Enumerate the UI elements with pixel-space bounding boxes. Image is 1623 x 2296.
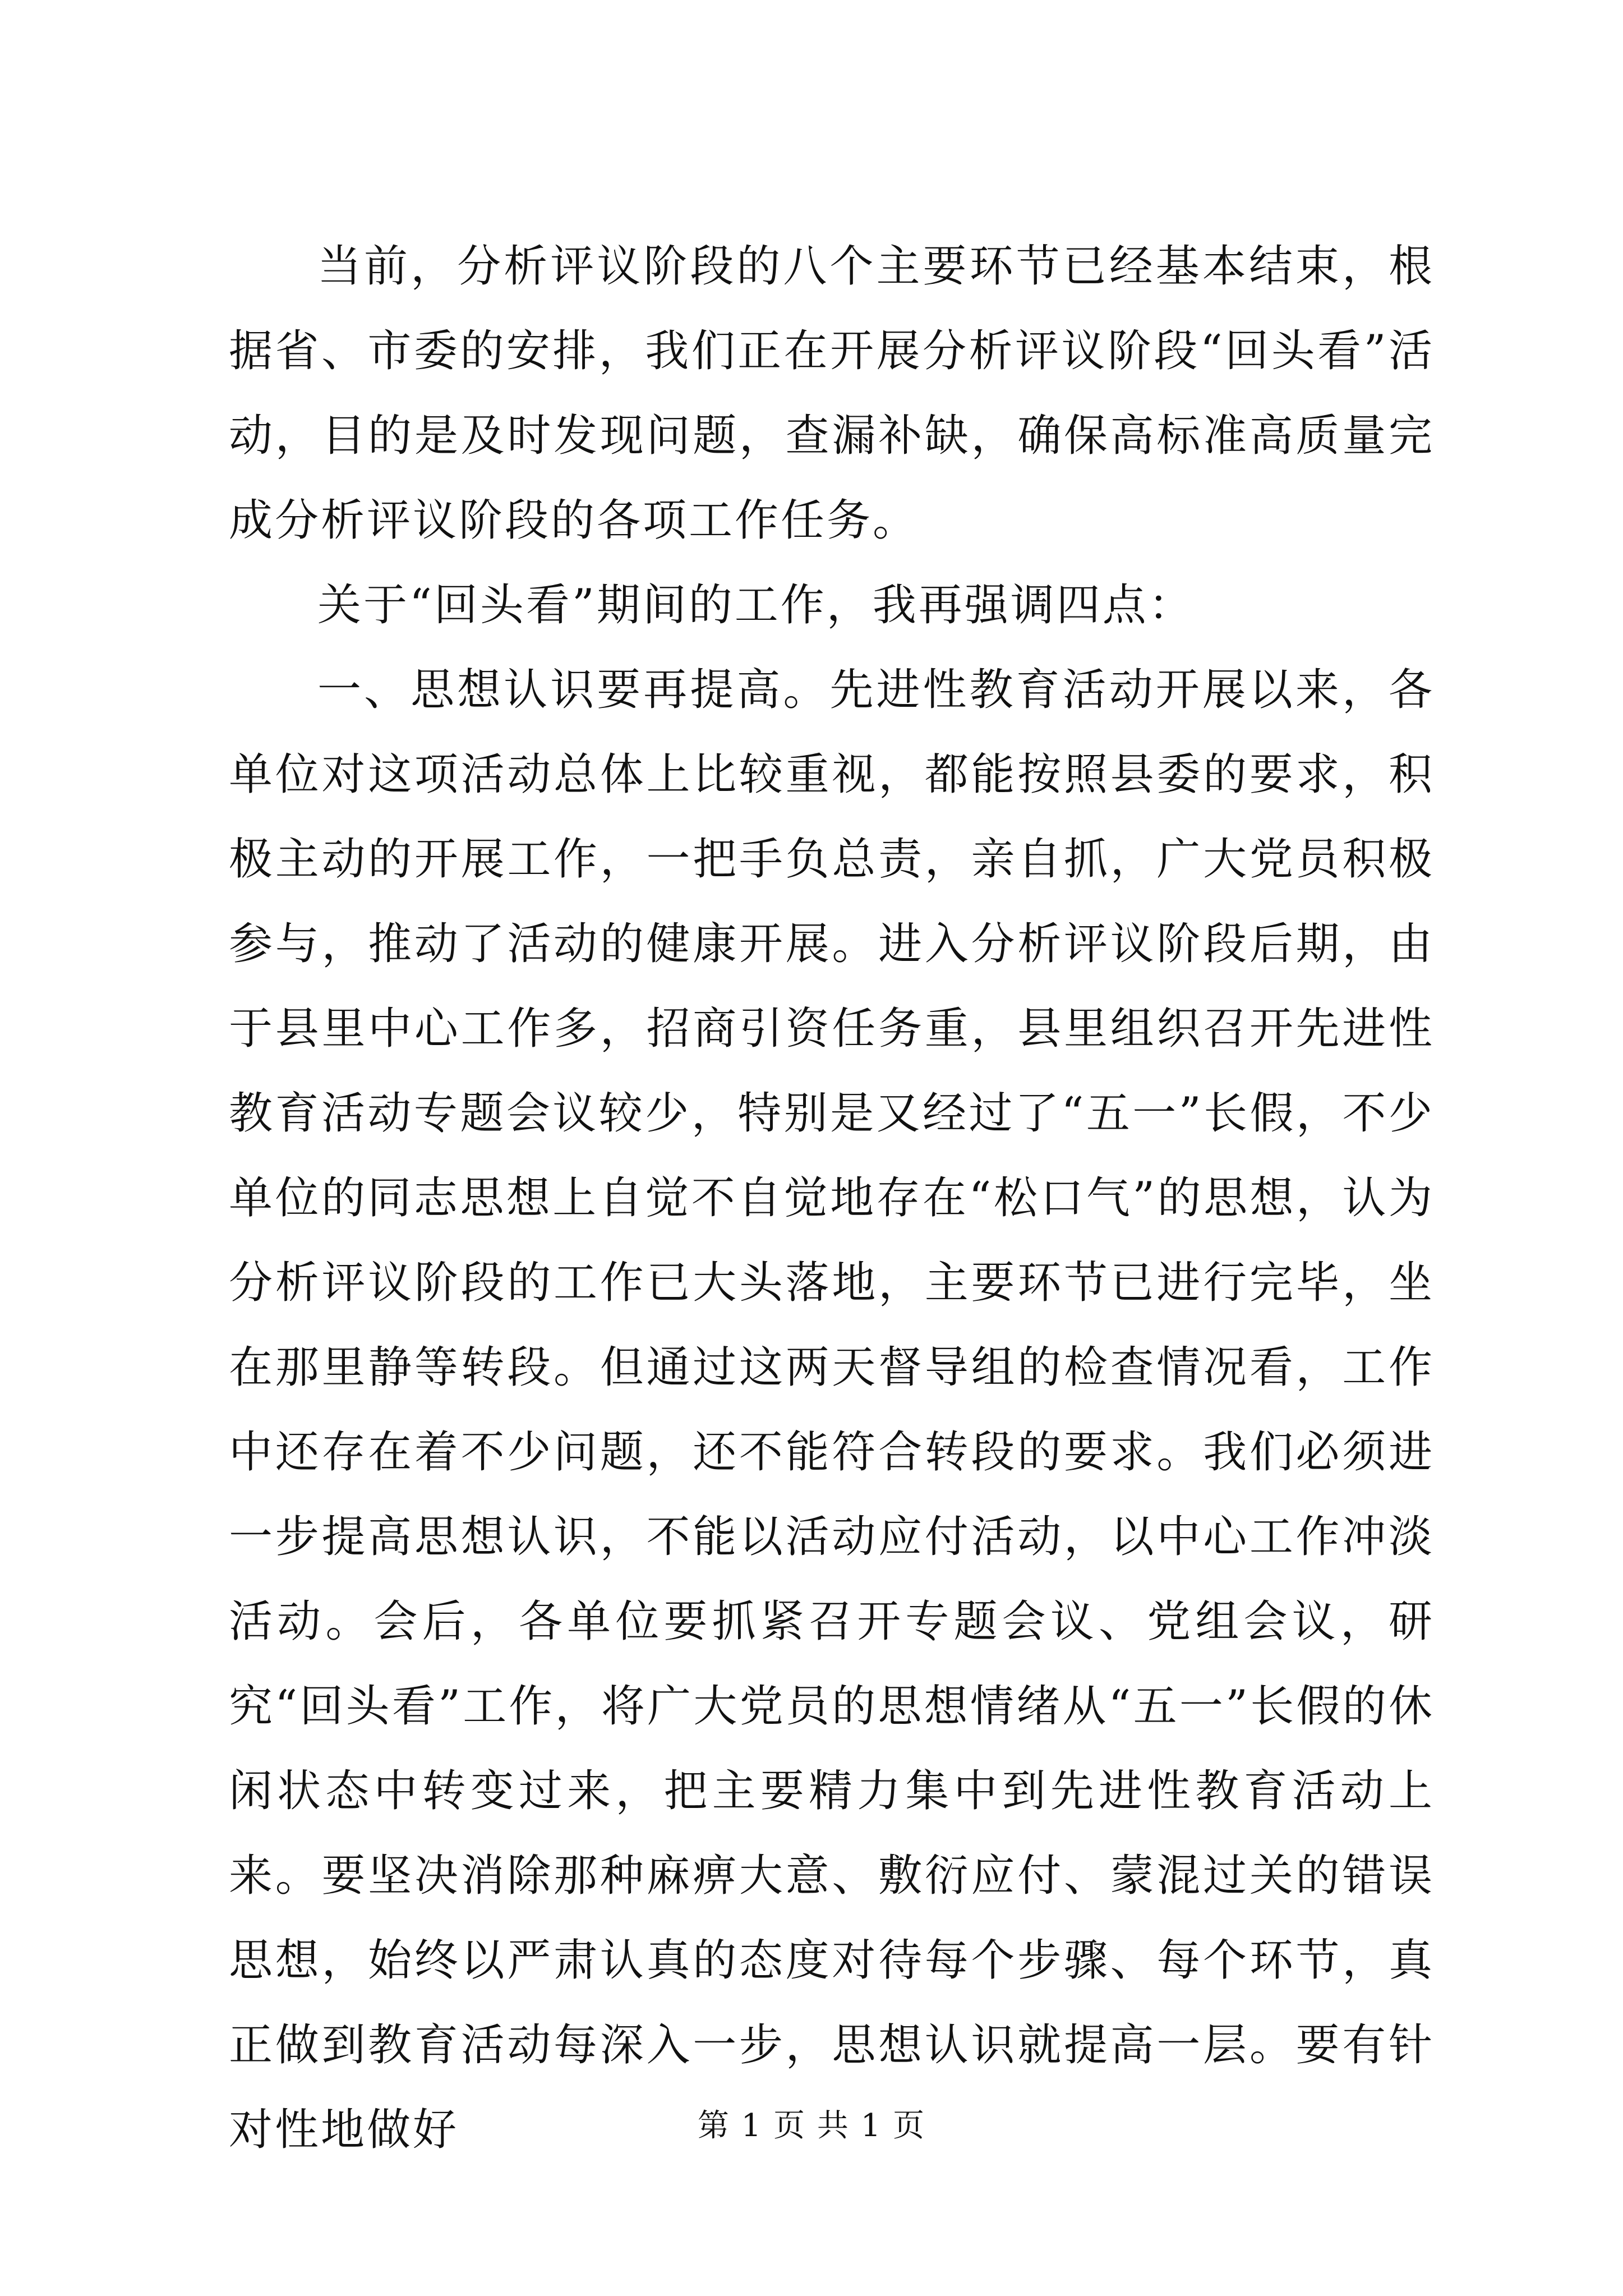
paragraph-intro: 当前，分析评议阶段的八个主要环节已经基本结束，根据省、市委的安排，我们正在开展分析评议阶段“回头看”活动，目的是及时发现问题，查漏补缺，确保高标准高质量完成分析评议阶段的各项工作任务。	[229, 241, 1435, 546]
paragraph-point-one: 一、思想认识要再提高。先进性教育活动开展以来，各单位对这项活动总体上比较重视，都能按照县委的要求，积极主动的开展工作，一把手负总责，亲自抓，广大党员积极参与，推动了活动的健康开展。进入分析评议阶段后期，由于县里中心工作多，招商引资任务重，县里组织召开先进性教育活动专题会议较少，特别是又经过了“五一”长假，不少单位的同志思想上自觉不自觉地存在“松口气”的思想，认为分析评议阶段的工作已大头落地，主要环节已进行完毕，坐在那里静等转段。但通过这两天督导组的检查情况看，工作中还存在着不少问题，还不能符合转段的要求。我们必须进一步提高思想认识，不能以活动应付活动，以中心工作冲淡活动。会后，各单位要抓紧召开专题会议、党组会议，研究“回头看”工作，将广大党员的思想情绪从“五一”长假的休闲状态中转变过来，把主要精力集中到先进性教育活动上来。要坚决消除那种麻痹大意、敷衍应付、蒙混过关的错误思想，始终以严肃认真的态度对待每个步骤、每个环节，真正做到教育活动每深入一步，思想认识就提高一层。要有针对性地做好	[229, 665, 1435, 2155]
body-text	[229, 224, 1435, 2173]
paragraph-four-points: 关于“回头看”期间的工作，我再强调四点：	[317, 580, 1195, 631]
page-footer: 第 1 页 共 1 页	[697, 2108, 926, 2144]
